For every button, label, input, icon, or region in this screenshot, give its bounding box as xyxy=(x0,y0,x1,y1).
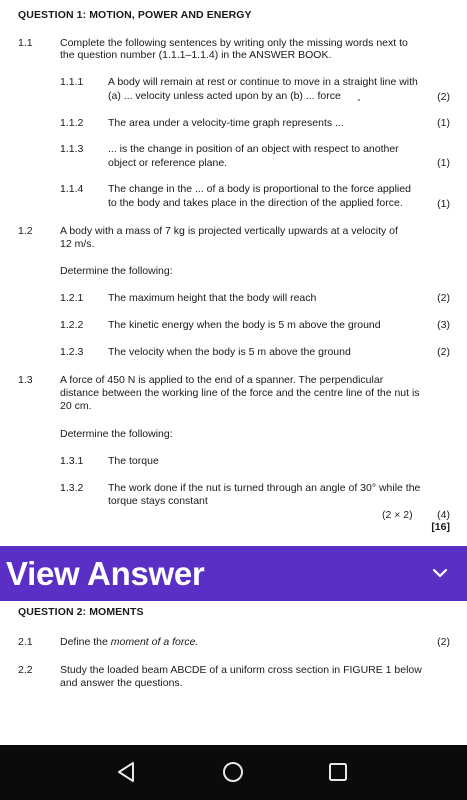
item-text-line: Study the loaded beam ABCDE of a uniform cross section in FIGURE 1 below xyxy=(60,664,422,676)
section-text-line: Complete the following sentences by writing only the missing words next to xyxy=(60,37,408,49)
view-answer-button[interactable] xyxy=(0,546,467,601)
item-number: 1.3.2 xyxy=(60,482,84,494)
question-1-title: QUESTION 1: MOTION, POWER AND ENERGY xyxy=(18,9,252,21)
system-nav-bar xyxy=(0,745,467,800)
item-mark: (2) xyxy=(437,91,450,103)
sub-mark: (2 × 2) xyxy=(382,509,413,521)
item-text-line: The maximum height that the body will reach xyxy=(108,292,317,304)
item-number: 2.2 xyxy=(18,664,33,676)
item-mark: (2) xyxy=(437,292,450,304)
item-text-line: object or reference plane. xyxy=(108,157,228,169)
item-number: 1.1.2 xyxy=(60,117,84,129)
item-text-line: The torque xyxy=(108,455,159,467)
item-number: 1.1.1 xyxy=(60,76,84,88)
item-mark: (4) xyxy=(437,509,450,521)
determine-label: Determine the following: xyxy=(60,428,173,440)
item-text-line: The change in the ... of a body is proportional to the force applied xyxy=(108,183,411,195)
view-answer-label: View Answer xyxy=(6,555,205,592)
item-number: 1.2.1 xyxy=(60,292,84,304)
item-mark: (2) xyxy=(437,636,450,648)
item-number: 2.1 xyxy=(18,636,33,648)
item-number: 1.2.2 xyxy=(60,319,84,331)
item-text-line: The kinetic energy when the body is 5 m above the ground xyxy=(108,319,381,331)
item-text-line: The work done if the nut is turned through an angle of 30° while the xyxy=(108,482,421,494)
item-text-line: (a) ... velocity unless acted upon by an (b) ... force xyxy=(108,90,341,102)
section-text-line: A body with a mass of 7 kg is projected vertically upwards at a velocity of xyxy=(60,225,398,237)
item-text-line: The velocity when the body is 5 m above the ground xyxy=(108,346,351,358)
item-mark: (1) xyxy=(437,198,450,210)
item-text-line: torque stays constant xyxy=(108,495,208,507)
item-number: 1.3.1 xyxy=(60,455,84,467)
item-text-line: and answer the questions. xyxy=(60,677,183,689)
section-number: 1.3 xyxy=(18,374,33,386)
section-text-line: 12 m/s. xyxy=(60,238,95,250)
item-number: 1.1.3 xyxy=(60,143,84,155)
item-text-line: A body will remain at rest or continue to move in a straight line with xyxy=(108,76,418,88)
section-text-line: the question number (1.1.1–1.1.4) in the ANSWER BOOK. xyxy=(60,49,332,61)
item-number: 1.1.4 xyxy=(60,183,84,195)
section-number: 1.2 xyxy=(18,225,33,237)
chevron-down-icon xyxy=(431,564,449,582)
item-mark: (3) xyxy=(437,319,450,331)
item-number: 1.2.3 xyxy=(60,346,84,358)
determine-label: Determine the following: xyxy=(60,265,173,277)
item-text-line: to the body and takes place in the direction of the applied force. xyxy=(108,197,403,209)
item-mark: (1) xyxy=(437,157,450,169)
section-number: 1.1 xyxy=(18,37,33,49)
item-mark: (2) xyxy=(437,346,450,358)
item-text-line: ... is the change in position of an object with respect to another xyxy=(108,143,399,155)
item-text-line: The area under a velocity-time graph represents ... xyxy=(108,117,344,129)
back-triangle-icon[interactable] xyxy=(115,760,139,784)
speck xyxy=(358,99,360,101)
item-mark: (1) xyxy=(437,117,450,129)
question-total: [16] xyxy=(431,521,450,533)
section-text-line: 20 cm. xyxy=(60,400,92,412)
recents-square-icon[interactable] xyxy=(326,760,350,784)
section-text-line: distance between the working line of the force and the centre line of the nut is xyxy=(60,387,420,399)
section-text-line: A force of 450 N is applied to the end of a spanner. The perpendicular xyxy=(60,374,384,386)
home-circle-icon[interactable] xyxy=(221,760,245,784)
question-2-title: QUESTION 2: MOMENTS xyxy=(18,606,144,618)
item-text-line: Define the moment of a force. xyxy=(60,636,199,648)
